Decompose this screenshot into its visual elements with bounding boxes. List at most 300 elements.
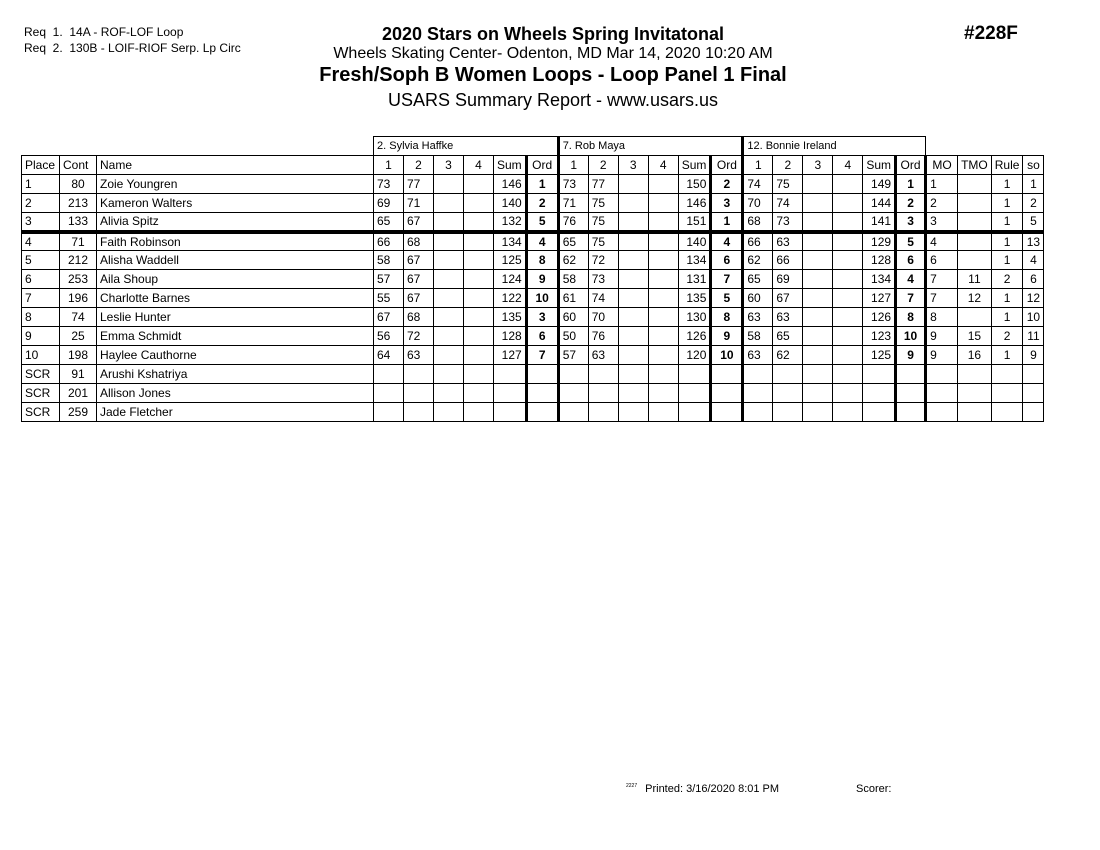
score-cell (434, 232, 464, 251)
score-cell (803, 175, 833, 194)
ordinal-cell (526, 365, 558, 384)
ordinal-cell: 9 (711, 327, 743, 346)
sum-cell (863, 384, 896, 403)
score-cell: 68 (404, 232, 434, 251)
column-header: Place (22, 156, 60, 175)
sum-cell: 130 (678, 308, 711, 327)
score-cell (618, 194, 648, 213)
score-cell: 76 (588, 327, 618, 346)
table-row (22, 194, 1044, 213)
ordinal-cell: 10 (896, 327, 926, 346)
score-cell (743, 365, 773, 384)
so-cell: 12 (1023, 289, 1044, 308)
so-cell: 10 (1023, 308, 1044, 327)
tmo-cell (958, 194, 992, 213)
so-cell (1023, 403, 1044, 422)
tmo-cell (958, 213, 992, 232)
score-cell: 63 (588, 346, 618, 365)
score-cell: 64 (374, 346, 404, 365)
score-cell (648, 308, 678, 327)
score-cell (434, 327, 464, 346)
score-cell (588, 403, 618, 422)
table-row (22, 365, 1044, 384)
score-cell: 77 (588, 175, 618, 194)
score-cell (833, 327, 863, 346)
score-cell: 75 (588, 194, 618, 213)
column-header: 1 (558, 156, 588, 175)
score-cell (618, 289, 648, 308)
ordinal-cell: 3 (711, 194, 743, 213)
place-cell: 10 (22, 346, 60, 365)
score-cell (648, 346, 678, 365)
rule-cell: 1 (991, 232, 1023, 251)
mo-cell: 2 (926, 194, 958, 213)
score-cell (464, 403, 494, 422)
column-header: Cont (60, 156, 97, 175)
column-header-row (22, 156, 1044, 175)
column-header: 3 (803, 156, 833, 175)
ordinal-cell: 3 (896, 213, 926, 232)
score-cell (618, 232, 648, 251)
sum-cell (494, 403, 527, 422)
rule-cell (991, 384, 1023, 403)
score-cell: 77 (404, 175, 434, 194)
score-cell (434, 270, 464, 289)
place-cell: 4 (22, 232, 60, 251)
ordinal-cell: 3 (526, 308, 558, 327)
ordinal-cell: 10 (526, 289, 558, 308)
sum-cell: 135 (678, 289, 711, 308)
score-cell (773, 365, 803, 384)
score-cell (434, 308, 464, 327)
ordinal-cell: 4 (526, 232, 558, 251)
score-cell (464, 365, 494, 384)
contestant-number-cell: 71 (60, 232, 97, 251)
ordinal-cell (711, 384, 743, 403)
score-cell (803, 384, 833, 403)
score-cell: 67 (404, 251, 434, 270)
score-cell (648, 270, 678, 289)
place-cell: 3 (22, 213, 60, 232)
score-cell (833, 175, 863, 194)
table-row (22, 270, 1044, 289)
score-cell (833, 346, 863, 365)
column-header: 3 (618, 156, 648, 175)
ordinal-cell (896, 365, 926, 384)
printed-info (626, 783, 779, 795)
score-cell (434, 251, 464, 270)
tmo-cell: 15 (958, 327, 992, 346)
ordinal-cell: 1 (711, 213, 743, 232)
sum-cell: 122 (494, 289, 527, 308)
score-cell: 55 (374, 289, 404, 308)
skater-name-cell: Jade Fletcher (97, 403, 374, 422)
sum-cell (863, 365, 896, 384)
column-header: TMO (958, 156, 992, 175)
ordinal-cell: 6 (526, 327, 558, 346)
skater-name-cell: Aila Shoup (97, 270, 374, 289)
score-cell (464, 384, 494, 403)
score-cell (374, 384, 404, 403)
score-cell: 58 (558, 270, 588, 289)
column-header: 1 (374, 156, 404, 175)
so-cell: 2 (1023, 194, 1044, 213)
ordinal-cell (896, 403, 926, 422)
column-header: 2 (588, 156, 618, 175)
ordinal-cell: 9 (896, 346, 926, 365)
mo-cell: 6 (926, 251, 958, 270)
score-cell (618, 308, 648, 327)
sum-cell: 123 (863, 327, 896, 346)
rule-cell: 2 (991, 270, 1023, 289)
column-header: Sum (494, 156, 527, 175)
skater-name-cell: Zoie Youngren (97, 175, 374, 194)
score-cell (434, 175, 464, 194)
score-cell (618, 251, 648, 270)
score-cell (618, 270, 648, 289)
ordinal-cell: 8 (526, 251, 558, 270)
score-cell: 73 (773, 213, 803, 232)
score-cell: 67 (404, 270, 434, 289)
ordinal-cell: 2 (526, 194, 558, 213)
column-header: so (1023, 156, 1044, 175)
score-cell: 63 (743, 346, 773, 365)
score-cell (618, 384, 648, 403)
judge-header: 7. Rob Maya (558, 137, 743, 156)
mo-cell (926, 384, 958, 403)
score-cell (803, 251, 833, 270)
ordinal-cell: 2 (896, 194, 926, 213)
requirement-2: Req 2. 130B - LOIF-RIOF Serp. Lp Circ (24, 41, 241, 55)
contestant-number-cell: 25 (60, 327, 97, 346)
ordinal-cell: 1 (896, 175, 926, 194)
sum-cell: 144 (863, 194, 896, 213)
sum-cell: 132 (494, 213, 527, 232)
score-cell (803, 213, 833, 232)
sum-cell: 151 (678, 213, 711, 232)
ordinal-cell (711, 403, 743, 422)
contestant-number-cell: 212 (60, 251, 97, 270)
score-cell (374, 365, 404, 384)
so-cell: 4 (1023, 251, 1044, 270)
score-cell: 65 (743, 270, 773, 289)
sum-cell: 120 (678, 346, 711, 365)
column-header: 3 (434, 156, 464, 175)
score-cell (833, 194, 863, 213)
event-title: Fresh/Soph B Women Loops - Loop Panel 1 Final (319, 64, 787, 86)
score-cell (434, 384, 464, 403)
sum-cell: 150 (678, 175, 711, 194)
score-cell: 74 (773, 194, 803, 213)
so-cell: 5 (1023, 213, 1044, 232)
column-header: 4 (833, 156, 863, 175)
score-cell (648, 232, 678, 251)
score-cell: 56 (374, 327, 404, 346)
skater-name-cell: Leslie Hunter (97, 308, 374, 327)
column-header: Ord (896, 156, 926, 175)
score-cell (434, 403, 464, 422)
score-cell: 73 (588, 270, 618, 289)
score-cell (434, 365, 464, 384)
score-cell (773, 384, 803, 403)
score-cell (618, 346, 648, 365)
sum-cell: 141 (863, 213, 896, 232)
score-cell (434, 194, 464, 213)
contestant-number-cell: 198 (60, 346, 97, 365)
ordinal-cell: 10 (711, 346, 743, 365)
place-cell: 1 (22, 175, 60, 194)
score-cell (434, 213, 464, 232)
mo-cell: 8 (926, 308, 958, 327)
score-cell: 58 (743, 327, 773, 346)
score-cell (404, 384, 434, 403)
tmo-cell (958, 308, 992, 327)
sum-cell: 125 (863, 346, 896, 365)
score-cell: 58 (374, 251, 404, 270)
sum-cell: 131 (678, 270, 711, 289)
score-cell (434, 346, 464, 365)
score-cell (618, 365, 648, 384)
ordinal-cell (896, 384, 926, 403)
so-cell (1023, 384, 1044, 403)
score-cell (464, 194, 494, 213)
mo-cell: 9 (926, 346, 958, 365)
score-cell (648, 384, 678, 403)
score-cell (773, 403, 803, 422)
ordinal-cell: 2 (711, 175, 743, 194)
skater-name-cell: Allison Jones (97, 384, 374, 403)
score-cell (833, 403, 863, 422)
score-cell (648, 213, 678, 232)
score-cell: 65 (374, 213, 404, 232)
contestant-number-cell: 196 (60, 289, 97, 308)
place-cell: SCR (22, 403, 60, 422)
score-cell: 74 (743, 175, 773, 194)
place-cell: 7 (22, 289, 60, 308)
place-cell: 5 (22, 251, 60, 270)
score-cell: 75 (588, 232, 618, 251)
rule-cell: 2 (991, 327, 1023, 346)
place-cell: 8 (22, 308, 60, 327)
ordinal-cell: 4 (711, 232, 743, 251)
table-row (22, 327, 1044, 346)
so-cell: 9 (1023, 346, 1044, 365)
score-cell (464, 175, 494, 194)
venue-line: Wheels Skating Center- Odenton, MD Mar 14, 2020 10:20 AM (333, 45, 773, 62)
mo-cell: 4 (926, 232, 958, 251)
contestant-number-cell: 213 (60, 194, 97, 213)
ordinal-cell (711, 365, 743, 384)
contestant-number-cell: 80 (60, 175, 97, 194)
score-cell (803, 365, 833, 384)
tmo-cell (958, 251, 992, 270)
score-cell (404, 365, 434, 384)
score-cell (648, 327, 678, 346)
score-cell (464, 270, 494, 289)
score-cell: 67 (773, 289, 803, 308)
skater-name-cell: Kameron Walters (97, 194, 374, 213)
score-cell: 73 (374, 175, 404, 194)
tmo-cell (958, 365, 992, 384)
score-cell (648, 365, 678, 384)
tmo-cell: 12 (958, 289, 992, 308)
sum-cell (678, 403, 711, 422)
column-header: Sum (863, 156, 896, 175)
sum-cell (863, 403, 896, 422)
rule-cell: 1 (991, 289, 1023, 308)
tmo-cell: 16 (958, 346, 992, 365)
score-cell: 66 (773, 251, 803, 270)
place-cell: SCR (22, 384, 60, 403)
score-cell (803, 194, 833, 213)
sum-cell: 127 (863, 289, 896, 308)
sum-cell: 146 (678, 194, 711, 213)
score-cell (648, 194, 678, 213)
score-cell (648, 289, 678, 308)
mo-cell: 1 (926, 175, 958, 194)
score-cell (464, 232, 494, 251)
score-cell: 72 (404, 327, 434, 346)
score-cell: 63 (743, 308, 773, 327)
score-cell: 62 (743, 251, 773, 270)
score-cell: 68 (404, 308, 434, 327)
score-cell (833, 251, 863, 270)
ordinal-cell: 8 (711, 308, 743, 327)
score-cell: 57 (374, 270, 404, 289)
sum-cell: 134 (863, 270, 896, 289)
score-cell (803, 403, 833, 422)
ordinal-cell: 8 (896, 308, 926, 327)
score-cell (464, 213, 494, 232)
table-row (22, 289, 1044, 308)
score-cell: 60 (743, 289, 773, 308)
place-cell: SCR (22, 365, 60, 384)
score-cell (833, 270, 863, 289)
mo-cell (926, 403, 958, 422)
score-cell: 67 (404, 213, 434, 232)
score-cell (464, 289, 494, 308)
ordinal-cell: 9 (526, 270, 558, 289)
rule-cell (991, 365, 1023, 384)
so-cell: 1 (1023, 175, 1044, 194)
score-cell: 65 (558, 232, 588, 251)
score-cell (648, 251, 678, 270)
rule-cell: 1 (991, 194, 1023, 213)
contestant-number-cell: 133 (60, 213, 97, 232)
sum-cell: 134 (494, 232, 527, 251)
column-header: 2 (773, 156, 803, 175)
score-cell (833, 308, 863, 327)
score-cell: 76 (558, 213, 588, 232)
tmo-cell (958, 384, 992, 403)
score-cell: 69 (773, 270, 803, 289)
sum-cell: 127 (494, 346, 527, 365)
score-cell: 63 (404, 346, 434, 365)
score-cell: 60 (558, 308, 588, 327)
mo-cell (926, 365, 958, 384)
so-cell: 11 (1023, 327, 1044, 346)
so-cell: 6 (1023, 270, 1044, 289)
sum-cell: 135 (494, 308, 527, 327)
score-cell (743, 403, 773, 422)
sum-cell: 125 (494, 251, 527, 270)
ordinal-cell: 6 (711, 251, 743, 270)
score-cell: 50 (558, 327, 588, 346)
score-cell: 62 (773, 346, 803, 365)
score-cell (588, 365, 618, 384)
score-cell: 70 (743, 194, 773, 213)
score-cell (618, 213, 648, 232)
contestant-number-cell: 91 (60, 365, 97, 384)
sum-cell: 140 (494, 194, 527, 213)
score-cell (618, 327, 648, 346)
printed-date: Printed: 3/16/2020 8:01 PM (645, 783, 780, 795)
mo-cell: 7 (926, 289, 958, 308)
score-cell: 65 (773, 327, 803, 346)
score-cell (618, 403, 648, 422)
score-cell (558, 365, 588, 384)
score-cell (743, 384, 773, 403)
score-cell: 66 (743, 232, 773, 251)
score-cell (464, 251, 494, 270)
sum-cell (678, 384, 711, 403)
ordinal-cell: 6 (896, 251, 926, 270)
requirement-1: Req 1. 14A - ROF-LOF Loop (24, 25, 184, 39)
scorer-label: Scorer: (856, 783, 892, 795)
ordinal-cell: 7 (711, 270, 743, 289)
ordinal-cell (526, 384, 558, 403)
table-row (22, 232, 1044, 251)
score-cell (588, 384, 618, 403)
contestant-number-cell: 259 (60, 403, 97, 422)
column-header: Ord (526, 156, 558, 175)
report-title: USARS Summary Report - www.usars.us (387, 90, 719, 110)
column-header: MO (926, 156, 958, 175)
contestant-number-cell: 201 (60, 384, 97, 403)
score-cell: 67 (404, 289, 434, 308)
score-cell: 73 (558, 175, 588, 194)
rule-cell: 1 (991, 308, 1023, 327)
score-cell: 71 (404, 194, 434, 213)
sum-cell: 129 (863, 232, 896, 251)
column-header: 4 (464, 156, 494, 175)
column-header: Sum (678, 156, 711, 175)
rule-cell: 1 (991, 175, 1023, 194)
score-cell (803, 346, 833, 365)
rule-cell (991, 403, 1023, 422)
sum-cell: 128 (863, 251, 896, 270)
judge-header: 2. Sylvia Haffke (374, 137, 559, 156)
sum-cell: 140 (678, 232, 711, 251)
score-cell (404, 403, 434, 422)
ordinal-cell: 5 (526, 213, 558, 232)
score-cell: 67 (374, 308, 404, 327)
contestant-number-cell: 253 (60, 270, 97, 289)
score-cell (833, 365, 863, 384)
score-cell (374, 403, 404, 422)
column-header: 2 (404, 156, 434, 175)
score-cell (648, 403, 678, 422)
score-cell: 63 (773, 232, 803, 251)
sum-cell: 126 (863, 308, 896, 327)
ordinal-cell: 7 (896, 289, 926, 308)
table-row (22, 384, 1044, 403)
score-cell: 69 (374, 194, 404, 213)
score-cell: 72 (588, 251, 618, 270)
score-cell (833, 289, 863, 308)
score-cell: 61 (558, 289, 588, 308)
place-cell: 6 (22, 270, 60, 289)
